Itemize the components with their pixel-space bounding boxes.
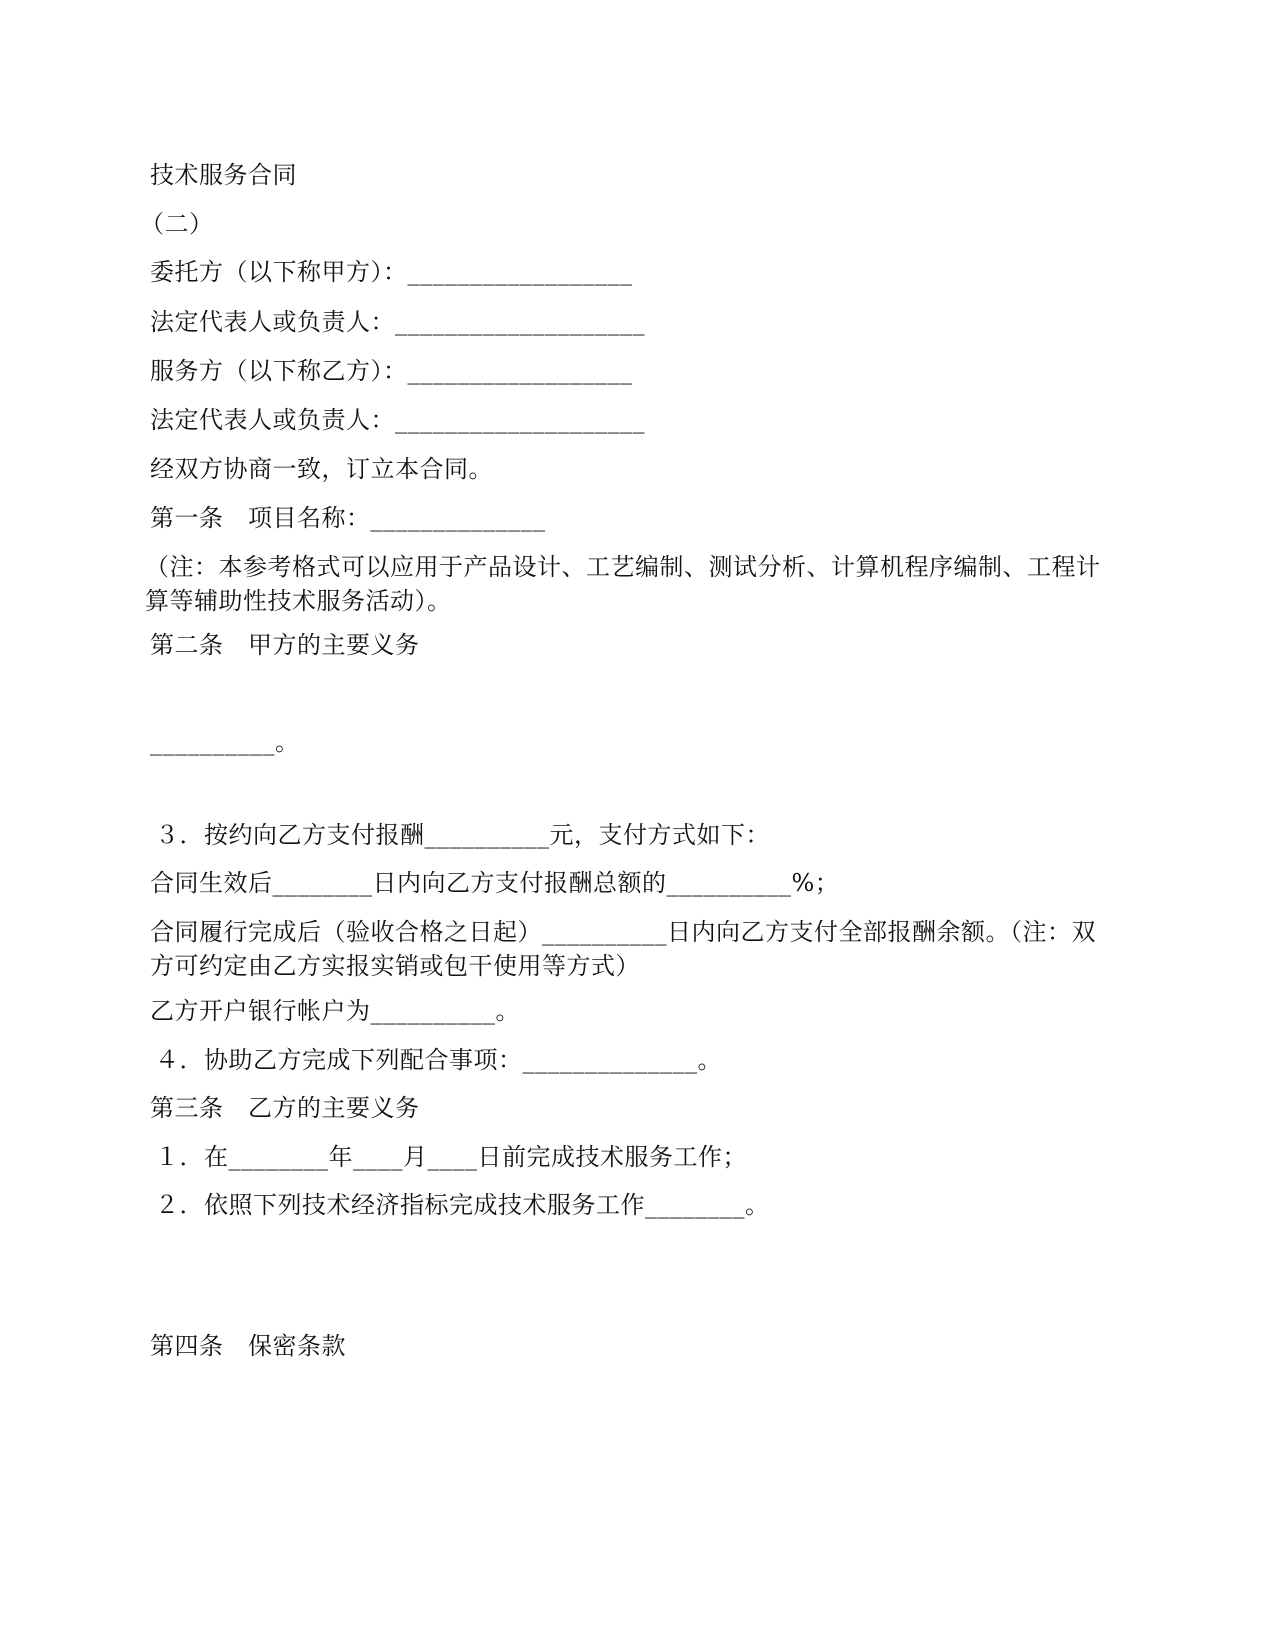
service-item-1: １．在________年____月____日前完成技术服务工作；: [155, 1143, 747, 1171]
article-1-note: （注：本参考格式可以应用于产品设计、工艺编制、测试分析、计算机程序编制、工程计算等辅助性技术服务活动）。: [145, 553, 1101, 615]
document-subtitle: （二）: [140, 210, 214, 238]
article-4-heading: 第四条 保密条款: [150, 1332, 346, 1360]
article-1-heading: 第一条 项目名称：______________: [150, 504, 546, 532]
agreement-statement: 经双方协商一致，订立本合同。: [150, 455, 493, 483]
party-a-representative-line: 法定代表人或负责人：____________________: [150, 308, 645, 336]
party-b-line: 服务方（以下称乙方）：__________________: [150, 357, 633, 385]
payment-term-1: 合同生效后________日内向乙方支付报酬总额的__________%；: [150, 869, 840, 897]
payment-term-2: 合同履行完成后（验收合格之日起）__________日内向乙方支付全部报酬余额。（注：双方可约定由乙方实报实销或包干使用等方式）: [150, 918, 1096, 980]
service-item-2: ２．依照下列技术经济指标完成技术服务工作________。: [155, 1191, 770, 1219]
blank-fill-line: __________。: [150, 728, 300, 756]
bank-account-line: 乙方开户银行帐户为__________。: [150, 997, 520, 1025]
article-2-heading: 第二条 甲方的主要义务: [150, 631, 420, 659]
document-title: 技术服务合同: [150, 161, 297, 189]
payment-item-3: ３．按约向乙方支付报酬__________元，支付方式如下：: [155, 821, 770, 849]
article-3-heading: 第三条 乙方的主要义务: [150, 1094, 420, 1122]
assistance-item-4: ４．协助乙方完成下列配合事项：______________。: [155, 1046, 722, 1074]
party-b-representative-line: 法定代表人或负责人：____________________: [150, 406, 645, 434]
party-a-line: 委托方（以下称甲方）：__________________: [150, 258, 633, 286]
